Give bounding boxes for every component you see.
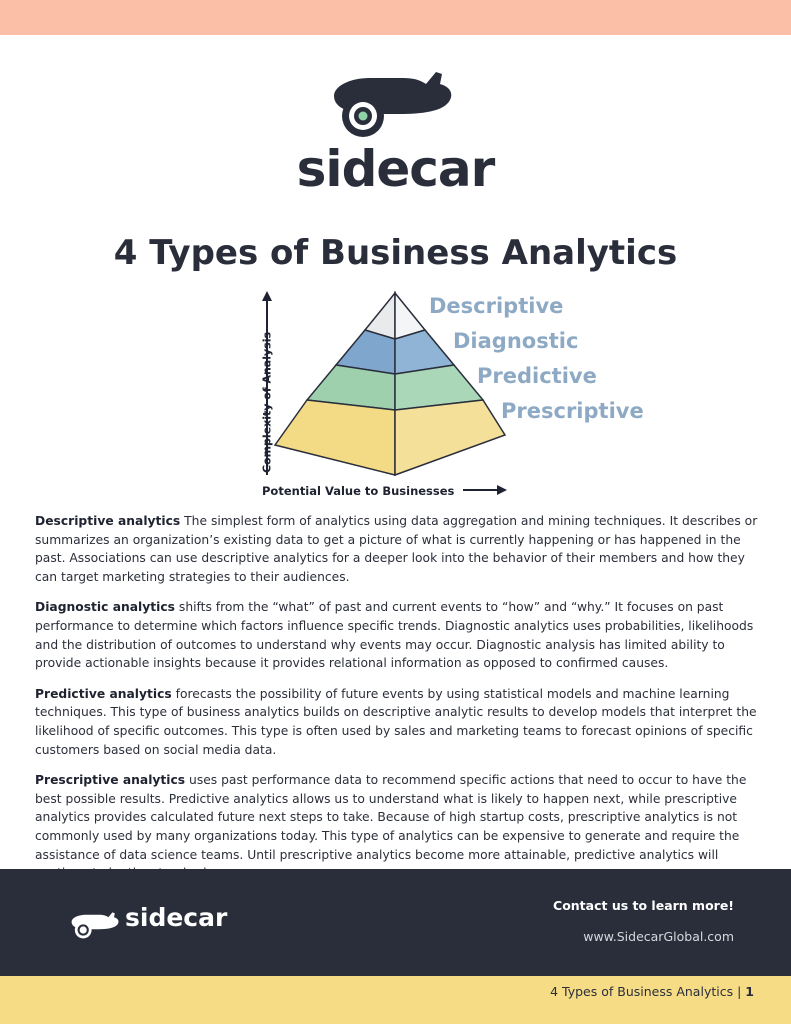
desc-diagnostic: shifts from the “what” of past and current events to “how” and “why.” It focuses on past performance to determine which factors influence specific trends. Diagnostic analytics uses probabilities, likelihoods and the distribution of outcomes to understand why events may occur. Diagnostic analysis has limited ability to provide actionable insights because it provides relational information as opposed to confirmed causes.: [35, 600, 754, 671]
body-text: [35, 512, 763, 895]
term-diagnostic: Diagnostic analytics: [35, 600, 175, 615]
footer-doc-title: 4 Types of Business Analytics: [550, 984, 734, 999]
pyramid-level-prescriptive: [275, 400, 395, 475]
pyramid-level-prescriptive-side: [395, 400, 505, 475]
pyramid-label-descriptive: Descriptive: [429, 294, 564, 318]
page-number: 1: [745, 984, 754, 999]
page-title: 4 Types of Business Analytics: [113, 233, 678, 273]
page-footer: [550, 984, 754, 999]
pyramid-label-diagnostic: Diagnostic: [453, 329, 579, 353]
top-color-band: [0, 0, 791, 35]
paragraph-descriptive: [35, 512, 763, 586]
term-prescriptive: Prescriptive analytics: [35, 773, 186, 788]
x-axis-arrowhead: [497, 485, 507, 495]
x-axis-label: Potential Value to Businesses: [262, 484, 455, 498]
pyramid-label-prescriptive: Prescriptive: [501, 399, 644, 423]
footer-brand-wordmark: sidecar: [125, 903, 228, 932]
term-predictive: Predictive analytics: [35, 686, 172, 701]
y-axis-label: Complexity of Analysis: [260, 331, 274, 474]
desc-descriptive: The simplest form of analytics using data aggregation and mining techniques. It describes or summarizes an organization’s existing data to get a picture of what is currently happening or has happened in the past. Associations can use descriptive analytics for a deeper look into the behavior of their members and how they can target marketing strategies to their audiences.: [35, 514, 758, 584]
website-link[interactable]: www.SidecarGlobal.com: [583, 929, 734, 944]
paragraph-diagnostic: [35, 598, 763, 672]
desc-prescriptive: uses past performance data to recommend specific actions that need to occur to have the best possible results. Predictive analytics allows us to understand what is likely to happen next, while prescriptive analytics provides calculated future next steps to take. Because of high startup costs, prescriptive analytics is not commonly used by many organizations today. This type of analytics can be expensive to generate and require the assistance of data science teams. Until prescriptive analytics become more attainable, predictive analytics will: [35, 773, 747, 862]
paragraph-predictive: [35, 685, 763, 759]
term-descriptive: Descriptive analytics: [35, 514, 181, 528]
footer-separator: |: [737, 984, 742, 999]
contact-cta: Contact us to learn more!: [553, 898, 734, 913]
pyramid-label-predictive: Predictive: [477, 364, 597, 388]
sidecar-car-icon: [330, 62, 460, 140]
paragraph-prescriptive: [35, 771, 763, 883]
brand-wordmark: sidecar: [296, 140, 495, 198]
desc-predictive: forecasts the possibility of future events by using statistical models and machine learning techniques. This type of business analytics builds on descriptive analytic results to develop models that interpret the likelihood of specific outcomes. This type is often used by sales and marketing teams to forecast opinions of specific customers based on social media data.: [35, 686, 757, 757]
footer-car-icon: [70, 908, 122, 940]
